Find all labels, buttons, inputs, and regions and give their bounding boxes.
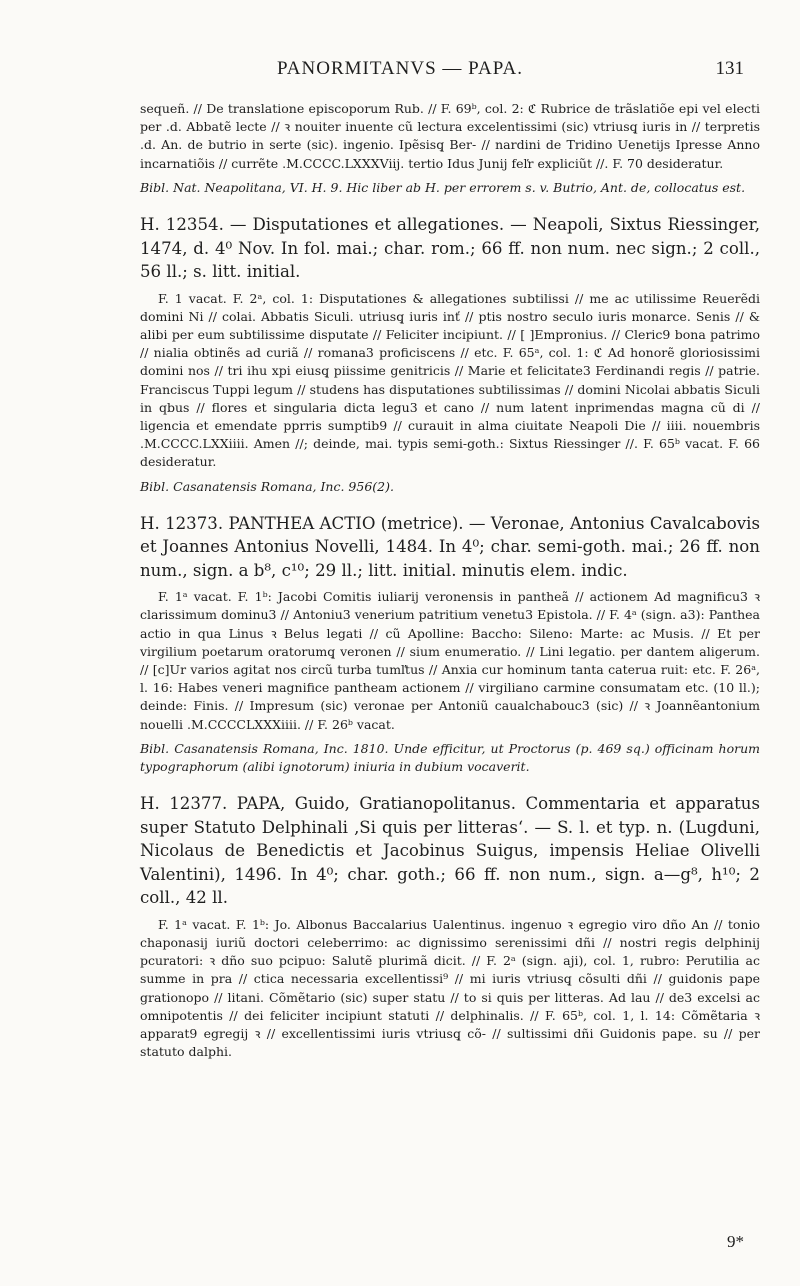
entry-heading-12377: H. 12377. PAPA, Guido, Gratianopolitanus. Commentaria et apparatus super Statuto Delphinali ‚Si quis per litteras‘. — S. l. et typ. n. (Lugduni, Nicolaus de Benedictis et Jacobinus Suigus, impensis Heliae Olivelli Valentini), 1496. In 4⁰; char. goth.; 66 ff. non num., sign. a—g⁸, h¹⁰; 2 coll., 42 ll. (140, 794, 760, 908)
bibliography-note: Bibl. Nat. Neapolitana, VI. H. 9. Hic liber ab H. per errorem s. v. Butrio, Ant. de, collocatus est. (140, 179, 746, 195)
bibliography-note: Bibl. Casanatensis Romana, Inc. 1810. Unde efficitur, ut Proctorus (p. 469 sq.) officinam horum typographorum (alibi ignotorum) iniuria in dubium vocaverit. (140, 740, 760, 775)
bibliography-note: Bibl. Casanatensis Romana, Inc. 956(2). (140, 478, 394, 494)
page-body (140, 100, 760, 1061)
entry-description-12373: F. 1ᵃ vacat. F. 1ᵇ: Jacobi Comitis iuliarij veronensis in pantheã // actionem Ad magnificu3 ꝛ clarissimum dominu3 // Antoniu3 venerium patritium venetu3 Epistola. // F. 4ᵃ (sign. a3): Panthea actio in qua Linus ꝛ Belus legati // cũ Apolline: Baccho: Sileno: Marte: ac Musis. // Et per virgilium poetarum oratorumq̧ veronen // sium enumeratio. // Lini legatio. per dantem aligerum. // [c]Ur varios agitat nos circũ turba tumľtus // Anxia cur hominum tanta caterua ruit: etc. F. 26ᵃ, l. 16: Habes veneri magnifice pantheam actionem // virgiliano carmine consumatam etc. (10 ll.); deinde: Finis. // Impresum (sic) veronae per Antoniũ caualchabouc3 (sic) // ꝛ Joannẽantonium nouelli .M.CCCCLXXXiiii. // F. 26ᵇ vacat. (140, 589, 760, 732)
entry-description-12377: F. 1ᵃ vacat. F. 1ᵇ: Jo. Albonus Baccalarius Ualentinus. ingenuo ꝛ egregio viro dño An // tonio chaponasij iuriũ doctori celeberrimo: ac dignissimo serenissimi dñi // nostri regis delphinij pcuratori: ꝛ dño suo pcipuo: Salutẽ plurimã dicit. // F. 2ᵃ (sign. aji), col. 1, rubro: Perutilia ac summe in pra // ctica necessaria excellentissi⁹ // mi iuris vtriusq̧ cõsulti dñi // guidonis pape grationopo // litani. Cõmẽtario (sic) super statu // to si quis per litteras. Ad lau // de3 excelsi ac omnipotentis // dei feliciter incipiunt statuti // delphinalis. // F. 65ᵇ, col. 1, l. 14: Cõmẽtaria ꝛ apparat9 egregij ꝛ // excellentissimi iuris vtriusq̧ cõ- // sultissimi dñi Guidonis pape. su // per statuto dalphi. (140, 916, 760, 1060)
page-number: 131 (715, 58, 744, 79)
running-head: PANORMITANVS — PAPA. (276, 58, 524, 79)
entry-heading-12373: H. 12373. PANTHEA ACTIO (metrice). — Veronae, Antonius Cavalcabovis et Joannes Antonius Novelli, 1484. In 4⁰; char. semi-goth. mai.; 26 ff. non num., sign. a b⁸, c¹⁰; 29 ll.; litt. initial. minutis elem. indic. (140, 513, 760, 580)
signature-mark: 9* (727, 1232, 744, 1251)
continued-entry-text: sequeñ. // De translatione episcoporum Rub. // F. 69ᵇ, col. 2: ℭ Rubrice de trãslatiõe epi vel electi per .d. Abbatẽ lecte // ꝛ nouiter inuente cũ lectura excelentissimi (sic) vtriusq̧ iuris in // terpretis .d. An. de butrio in serte (sic). ingenio. Ipẽsisq̧ Ber- // nardini de Tridino Uenetijs Ipresse Anno incarnatiõis // currẽte .M.CCCC.LXXXViij. tertio Idus Junij feľr expliciũt //. F. 70 desideratur. (140, 101, 760, 171)
entry-heading-12354: H. 12354. — Disputationes et allegationes. — Neapoli, Sixtus Riessinger, 1474, d. 4⁰ Nov. In fol. mai.; char. rom.; 66 ff. non num. nec sign.; 2 coll., 56 ll.; s. litt. initial. (140, 215, 760, 282)
entry-description-12354: F. 1 vacat. F. 2ᵃ, col. 1: Disputationes & allegationes subtilissi // me ac utilissime Reuerẽdi domini Ni // colai. Abbatis Siculi. utriusq̧ iuris inť // ptis nostro seculo iuris monarce. Senis // & alibi per eum subtilissime disputate // Feliciter incipiunt. // [ ]Empronius. // Cleric9 bona patrimo // nialia obtinẽs ad curiã // romana3 proficiscens // etc. F. 65ᵃ, col. 1: ℭ Ad honorẽ gloriosissimi domini nos // tri ihu xpi eiusq̧ piissime genitricis // Marie et felicitate3 Ferdinandi regis // patrie. Franciscus Tuppi legum // studens has disputationes subtilissimas // domini Nicolai abbatis Siculi in qbus // flores et singularia dicta legu3 et cano // num latent inprimendas magna cũ di // ligencia et emendate pprris sumptib9 // curauit in alma ciuitate Neapoli Die // iiii. nouembris .M.CCCC.LXXiiii. Amen //; deinde, mai. typis semi-goth.: Sixtus Riessinger //. F. 65ᵇ vacat. F. 66 desideratur. (140, 290, 760, 470)
